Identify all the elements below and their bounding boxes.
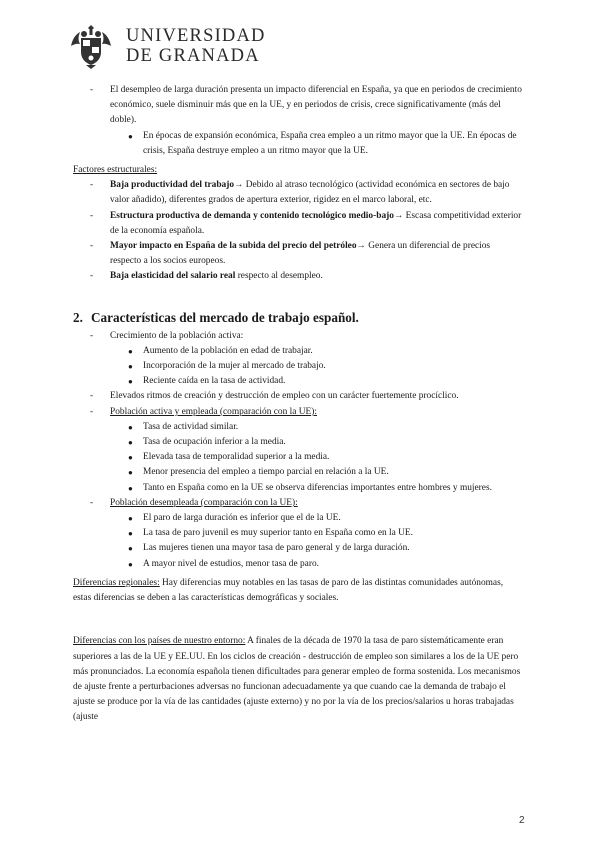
- structural-item: [73, 209, 523, 239]
- bullet-dot-icon: ●: [128, 544, 133, 554]
- sub-bullet-text: Menor presencia del empleo a tiempo parcial en relación a la UE.: [143, 467, 389, 478]
- dash-marker: -: [90, 330, 94, 341]
- dash-marker: -: [90, 271, 94, 282]
- bullet-dot-icon: ●: [128, 514, 133, 524]
- bullet-dot-icon: ●: [128, 346, 133, 356]
- regional-differences-text: Hay diferencias muy notables en las tasas de paro de las distintas comunidades autónomas, estas diferencias se deben a las características demográficas y sociales.: [73, 577, 504, 604]
- bullet-dot-icon: ●: [128, 422, 133, 432]
- sub-bullet-text: El paro de larga duración es inferior que el de la UE.: [143, 513, 341, 524]
- bullet-dot-icon: ●: [128, 131, 133, 141]
- dash-marker: -: [90, 391, 94, 402]
- bullet-dot-icon: ●: [128, 468, 133, 478]
- sub-bullet-text: Aumento de la población en edad de trabajar.: [143, 345, 313, 356]
- intro-sub-bullet-text: En épocas de expansión económica, España crea empleo a un ritmo mayor que la UE. En épocas de crisis, España destruye empleo a un ritmo mayor que la UE.: [143, 130, 517, 156]
- structural-item-title: Baja elasticidad del salario real: [110, 271, 236, 282]
- bullet-dot-icon: ●: [128, 362, 133, 372]
- sub-bullet: [73, 526, 523, 541]
- bullet-dot-icon: ●: [128, 529, 133, 539]
- sub-bullet: [73, 541, 523, 556]
- sub-bullet: [73, 435, 523, 450]
- document-body: [73, 83, 523, 726]
- university-crest-logo: [68, 22, 114, 70]
- section-2-heading: [73, 309, 523, 326]
- regional-differences-paragraph: [73, 576, 523, 606]
- environment-differences-text: A finales de la década de 1970 la tasa de paro sistemáticamente eran superiores a las de la UE y EE.UU. En los ciclos de creación - destrucción de empleo son similares a los de la UE pero más pronunciados. La economía española tienen dificultades para generar empleo de forma sostenida. Los mecanismos de ajuste frente a perturbaciones adversas no funcionan adecuadamente ya que cuando cae la demanda de trabajo el ajuste se produce por la vía de las cantidades (ajuste externo) y no por la vía de los precios/salarios u horas trabajadas (ajuste: [73, 636, 521, 723]
- structural-item: [73, 178, 523, 208]
- sub-bullet-text: A mayor nivel de estudios, menor tasa de paro.: [143, 558, 319, 569]
- environment-differences-label: Diferencias con los países de nuestro entorno:: [73, 636, 246, 647]
- university-name-line1: UNIVERSIDAD: [126, 26, 266, 46]
- unemployed-population-bullet: [73, 496, 523, 511]
- structural-item-text: → Escasa competitividad exterior de la economía española.: [110, 210, 522, 236]
- structural-item-text: → Debido al atraso tecnológico (actividad económica en sectores de bajo valor añadido), diferentes grados de apertura exterior, rigidez en el marco laboral, etc.: [110, 180, 510, 206]
- sub-bullet: [73, 465, 523, 480]
- intro-bullet-text: El desempleo de larga duración presenta un impacto diferencial en España, ya que en periodos de crecimiento económico, suele disminuir más que en la UE, y en periodos de crisis, crece significativamente (más del doble).: [110, 85, 522, 126]
- page-number: 2: [519, 815, 525, 826]
- active-population-bullet: [73, 405, 523, 420]
- rhythms-bullet: [73, 389, 523, 404]
- dash-marker: -: [90, 497, 94, 508]
- growth-bullet-text: Crecimiento de la población activa:: [110, 330, 244, 341]
- structural-item: [73, 269, 523, 284]
- sub-bullet: [73, 481, 523, 496]
- bullet-dot-icon: ●: [128, 483, 133, 493]
- dash-marker: -: [90, 241, 94, 252]
- sub-bullet-text: La tasa de paro juvenil es muy superior tanto en España como en la UE.: [143, 528, 413, 539]
- dash-marker: -: [90, 406, 94, 417]
- sub-bullet-text: Tasa de actividad similar.: [143, 421, 239, 432]
- sub-bullet: [73, 344, 523, 359]
- sub-bullet-text: Tanto en España como en la UE se observa diferencias importantes entre hombres y mujeres.: [143, 482, 492, 493]
- bullet-dot-icon: ●: [128, 377, 133, 387]
- structural-item-text: → Genera un diferencial de precios respecto a los socios europeos.: [110, 241, 491, 267]
- section-number: 2.: [73, 309, 83, 325]
- sub-bullet-text: Las mujeres tienen una mayor tasa de paro general y de larga duración.: [143, 543, 410, 554]
- sub-bullet-text: Elevada tasa de temporalidad superior a la media.: [143, 452, 330, 463]
- dash-marker: -: [90, 180, 94, 191]
- bullet-dot-icon: ●: [128, 453, 133, 463]
- bullet-dot-icon: ●: [128, 559, 133, 569]
- sub-bullet: [73, 450, 523, 465]
- environment-differences-paragraph: [73, 634, 523, 725]
- sub-bullet: [73, 511, 523, 526]
- regional-differences-label: Diferencias regionales:: [73, 577, 160, 588]
- unemployed-population-text: Población desempleada (comparación con la UE):: [110, 497, 298, 508]
- structural-item-title: Mayor impacto en España de la subida del precio del petróleo: [110, 241, 357, 252]
- sub-bullet: [73, 359, 523, 374]
- structural-factors-heading: Factores estructurales:: [73, 165, 158, 176]
- university-name-line2: DE GRANADA: [126, 46, 260, 66]
- sub-bullet: [73, 374, 523, 389]
- sub-bullet-text: Tasa de ocupación inferior a la media.: [143, 437, 286, 448]
- intro-bullet: [73, 83, 523, 129]
- bullet-dot-icon: ●: [128, 438, 133, 448]
- intro-sub-bullet: [73, 129, 523, 159]
- rhythms-bullet-text: Elevados ritmos de creación y destrucción de empleo con un carácter fuertemente procíclico.: [110, 391, 459, 402]
- sub-bullet-text: Reciente caída en la tasa de actividad.: [143, 376, 286, 387]
- growth-bullet: [73, 329, 523, 344]
- active-population-text: Población activa y empleada (comparación con la UE):: [110, 406, 317, 417]
- structural-item-title: Baja productividad del trabajo: [110, 180, 235, 191]
- dash-marker: -: [90, 210, 94, 221]
- sub-bullet: [73, 557, 523, 572]
- structural-item-title: Estructura productiva de demanda y contenido tecnológico medio-bajo: [110, 210, 394, 221]
- sub-bullet-text: Incorporación de la mujer al mercado de trabajo.: [143, 361, 326, 372]
- university-name: [126, 26, 266, 66]
- section-title: Características del mercado de trabajo español.: [91, 309, 359, 325]
- structural-item-text: respecto al desempleo.: [235, 271, 323, 282]
- dash-marker: -: [90, 85, 94, 95]
- sub-bullet: [73, 420, 523, 435]
- structural-item: [73, 239, 523, 269]
